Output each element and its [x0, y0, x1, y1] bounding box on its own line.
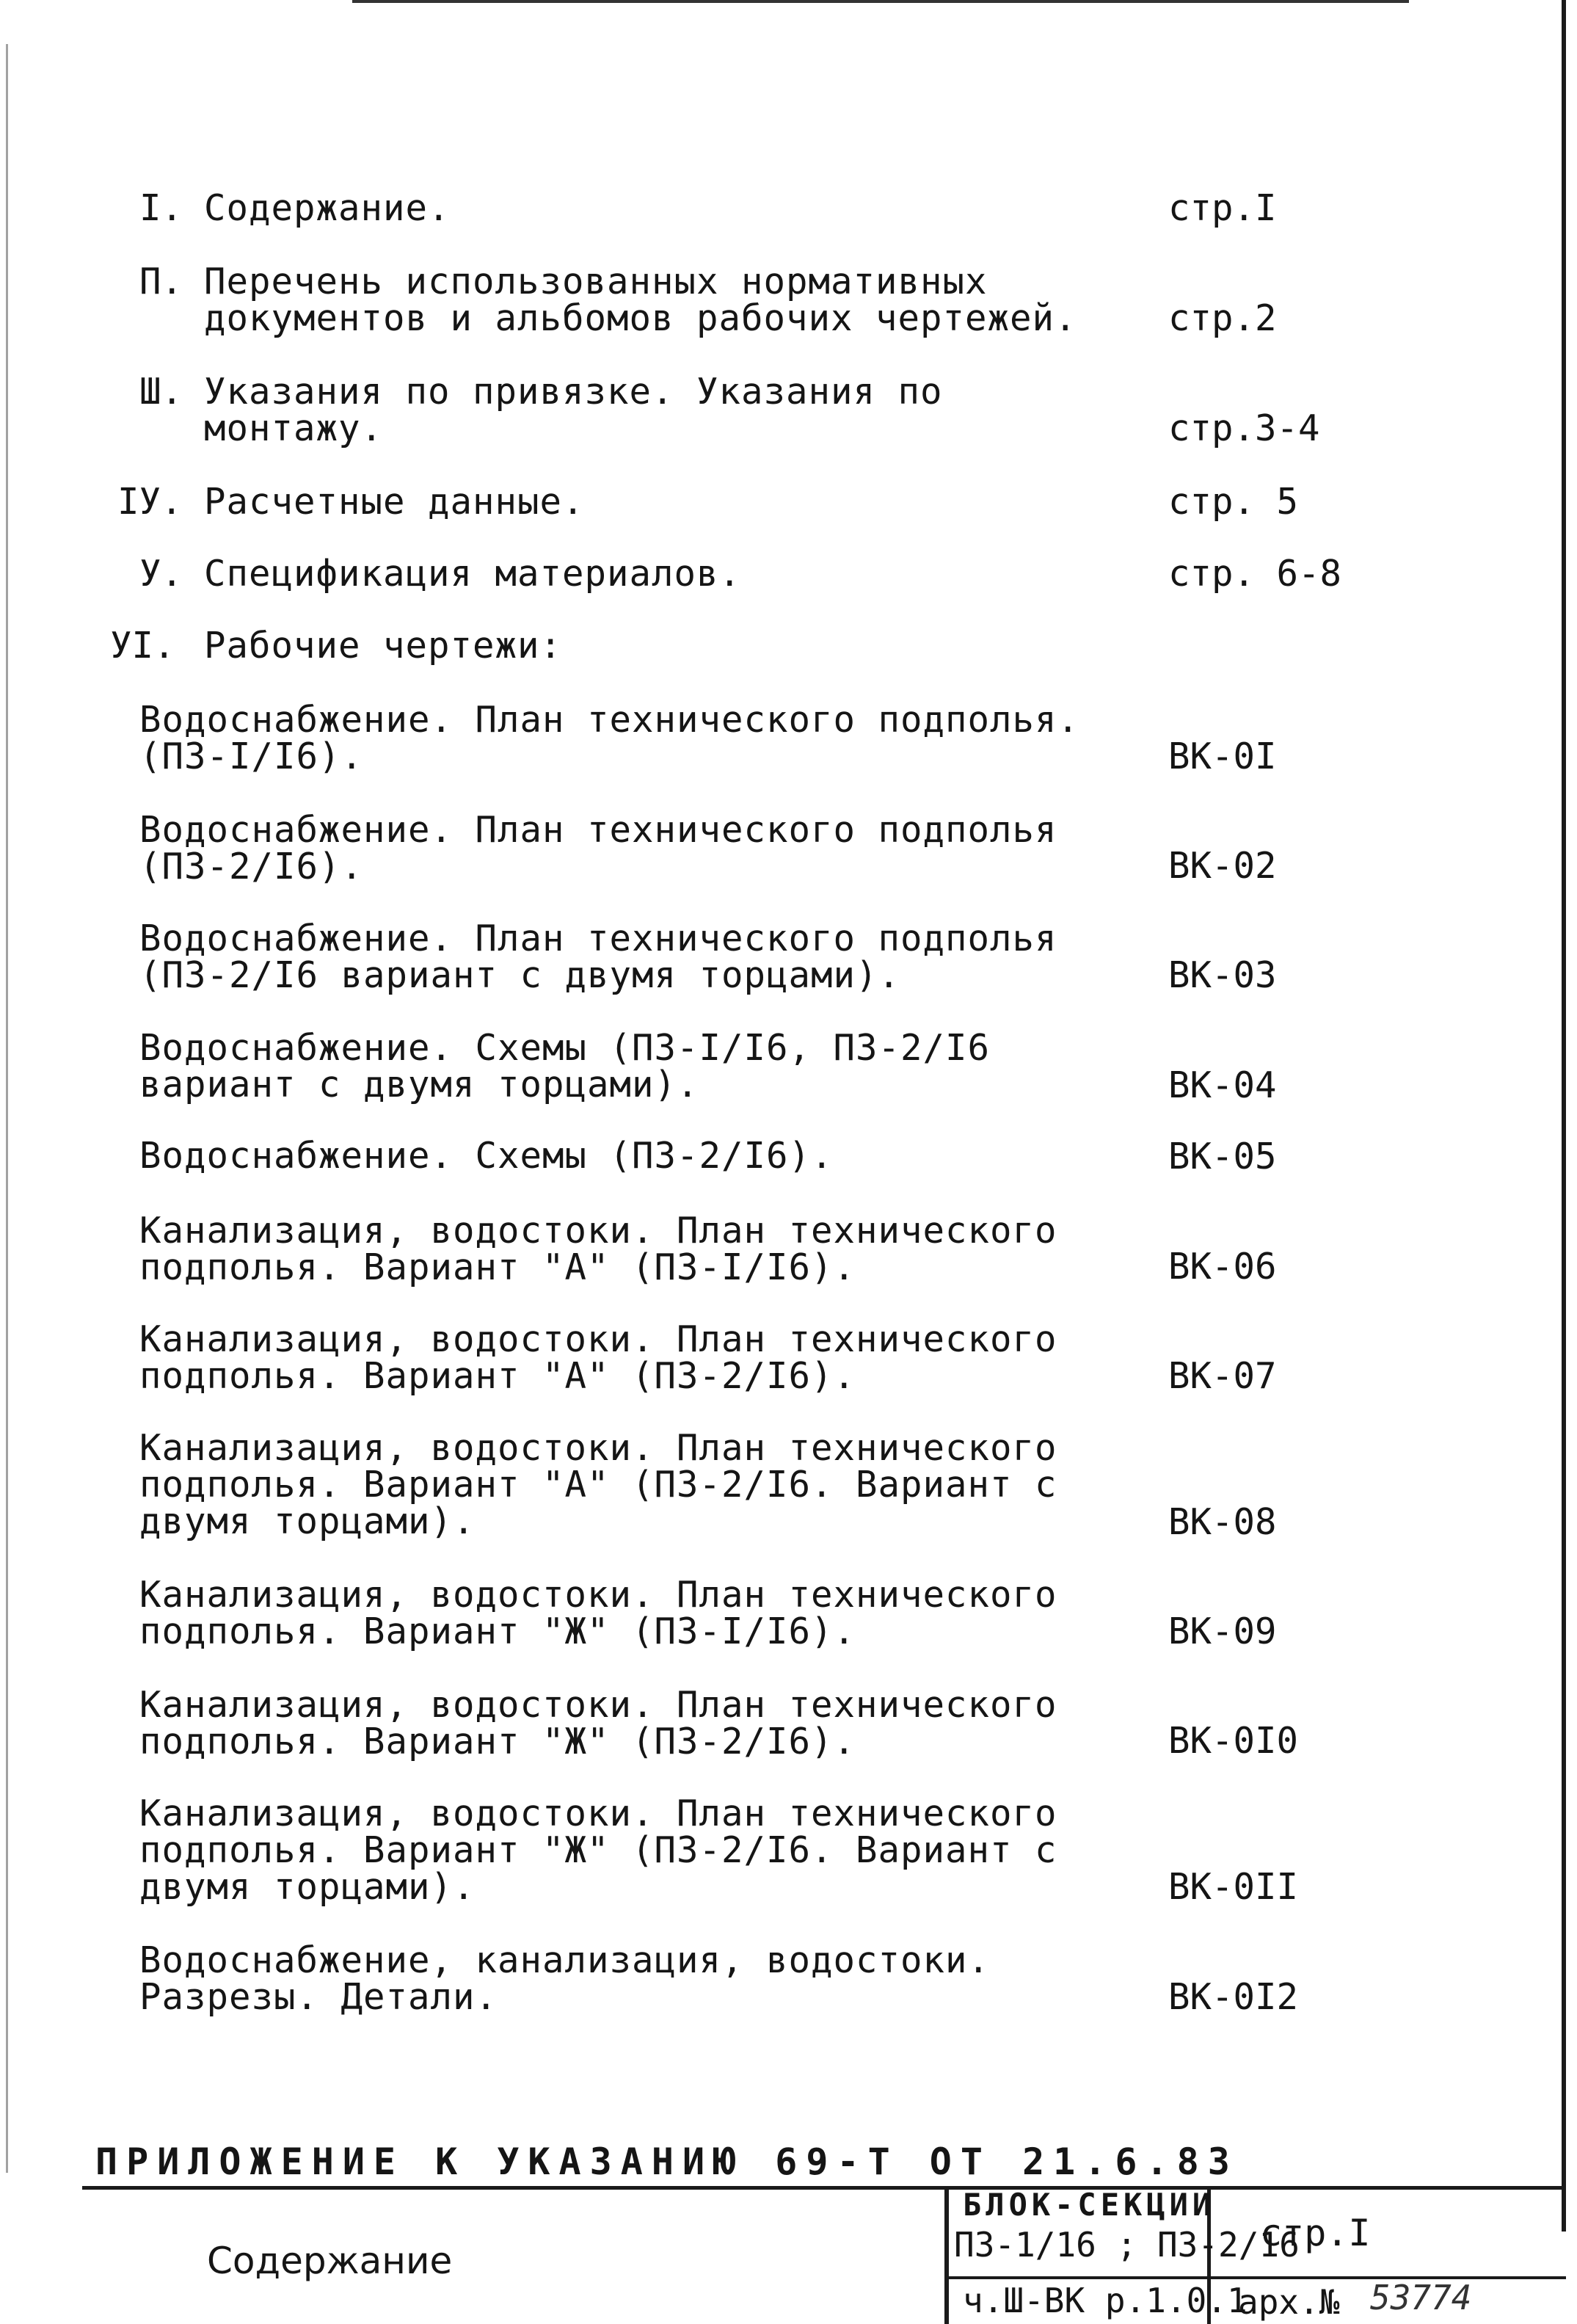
section-title-line: Содержание.	[204, 187, 451, 229]
section-number: П.	[139, 261, 183, 302]
drawing-code: ВК-02	[1168, 845, 1277, 887]
drawing-code: ВК-06	[1168, 1246, 1277, 1288]
section-title-line: Указания по привязке. Указания по	[204, 371, 943, 413]
section-number: Ш.	[139, 371, 183, 413]
drawing-title: Канализация, водостоки. План технического подполья. Вариант "А" (П3-2/I6).	[139, 1318, 1057, 1397]
drawing-code: ВК-08	[1168, 1501, 1277, 1543]
drawing-code: ВК-05	[1168, 1136, 1277, 1177]
top-edge-line	[352, 0, 1409, 3]
section-number: УI.	[110, 625, 175, 667]
drawing-code: ВК-03	[1168, 954, 1277, 996]
stamp-page: стр.I	[1260, 2212, 1371, 2254]
left-edge-line	[6, 44, 8, 2173]
right-frame-line	[1562, 0, 1566, 2232]
drawing-title: Водоснабжение. План технического подполья (П3-2/I6 вариант с двумя торцами).	[139, 918, 1057, 996]
stamp-title: Содержание	[207, 2240, 453, 2282]
section-title-line: Перечень использованных нормативных	[204, 261, 988, 302]
drawing-title: Канализация, водостоки. План технического подполья. Вариант "А" (П3-I/I6).	[139, 1210, 1057, 1288]
section-page: стр. 6-8	[1168, 553, 1342, 595]
drawing-code: ВК-0II	[1168, 1866, 1299, 1908]
drawing-title: Канализация, водостоки. План технического подполья. Вариант "А" (П3-2/I6. Вариант с двумя торцами).	[139, 1427, 1057, 1542]
stamp-part: ч.Ш-ВК р.1.0.1	[963, 2281, 1248, 2320]
appendix-caption: ПРИЛОЖЕНИЕ К УКАЗАНИЮ 69-Т ОТ 21.6.83	[95, 2140, 1239, 2183]
drawing-title: Канализация, водостоки. План технического подполья. Вариант "Ж" (П3-2/I6).	[139, 1684, 1057, 1762]
drawing-title: Водоснабжение. Схемы (П3-2/I6).	[139, 1135, 834, 1177]
drawing-code: ВК-04	[1168, 1064, 1277, 1106]
section-page: стр. 5	[1168, 481, 1299, 523]
drawing-code: ВК-0I0	[1168, 1720, 1299, 1762]
drawing-title: Водоснабжение. План технического подполья. (П3-I/I6).	[139, 699, 1080, 777]
drawing-code: ВК-07	[1168, 1355, 1277, 1397]
drawing-title: Водоснабжение. План технического подполья (П3-2/I6).	[139, 809, 1057, 887]
section-number: I.	[139, 187, 183, 229]
section-title-line: Рабочие чертежи:	[204, 625, 563, 667]
drawing-code: ВК-0I2	[1168, 1976, 1299, 2018]
title-block	[82, 2186, 1566, 2324]
section-title-line: Расчетные данные.	[204, 481, 585, 523]
stamp-divider	[944, 2190, 949, 2324]
stamp-block-label: БЛОК-СЕКЦИИ	[963, 2187, 1216, 2223]
stamp-archive-number: 53774	[1370, 2278, 1472, 2317]
drawing-title: Водоснабжение. Схемы (П3-I/I6, П3-2/I6 вариант с двумя торцами).	[139, 1027, 991, 1105]
stamp-block-series: П3-1/16 ; П3-2/16	[954, 2225, 1300, 2265]
stamp-divider	[944, 2276, 1566, 2279]
drawing-code: ВК-0I	[1168, 736, 1277, 777]
drawing-title: Водоснабжение, канализация, водостоки. Разрезы. Детали.	[139, 1939, 991, 2018]
section-title-line: Спецификация материалов.	[204, 553, 742, 595]
section-page: стр.I	[1168, 187, 1277, 229]
section-title-line: документов и альбомов рабочих чертежей.	[204, 297, 1077, 339]
section-page: стр.2	[1168, 297, 1277, 339]
section-title-line: монтажу.	[204, 407, 384, 449]
drawing-title: Канализация, водостоки. План технического подполья. Вариант "Ж" (П3-I/I6).	[139, 1574, 1057, 1652]
section-number: У.	[139, 553, 183, 595]
section-page: стр.3-4	[1168, 407, 1320, 449]
section-number: IУ.	[117, 481, 183, 523]
drawing-title: Канализация, водостоки. План технического подполья. Вариант "Ж" (П3-2/I6. Вариант с двумя торцами).	[139, 1793, 1057, 1908]
drawing-code: ВК-09	[1168, 1611, 1277, 1652]
stamp-archive-label: арх.№	[1238, 2282, 1340, 2322]
